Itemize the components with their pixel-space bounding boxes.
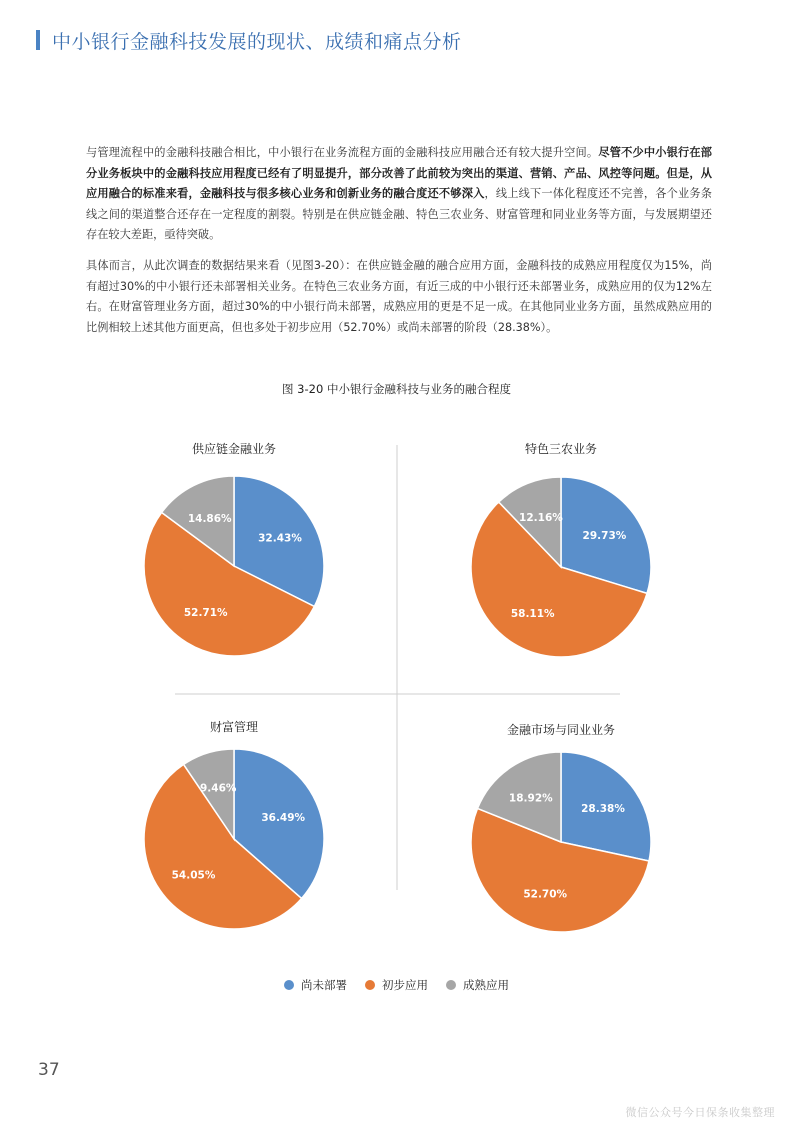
pie-data-label: 36.49% xyxy=(261,811,306,824)
pie-data-label: 12.16% xyxy=(519,511,563,524)
pie-data-label: 54.05% xyxy=(171,869,216,882)
chart-legend xyxy=(0,977,793,993)
pie-charts xyxy=(144,441,651,932)
legend-swatch-not-deployed xyxy=(284,980,294,990)
figure-caption: 图 3-20 中小银行金融科技与业务的融合程度 xyxy=(282,382,511,396)
paragraph-1-text-c: ，线上线下一体化程度还不完善，各个业务条线之间的渠道整合还存在一定程度的割裂。特别是在供应链金融、特色三农业务、财富管理和同业业务等方面，与发展期望还存在较大差距，亟待突破。 xyxy=(86,187,712,241)
legend-item xyxy=(365,977,428,993)
pie-title: 供应链金融业务 xyxy=(191,442,277,456)
pie-data-label: 29.73% xyxy=(582,529,627,542)
page-number: 37 xyxy=(38,1060,60,1080)
paragraph-2: 具体而言，从此次调查的数据结果来看（见图3-20）：在供应链金融的融合应用方面，金融科技的成熟应用程度仅为15%，尚有超过30%的中小银行还未部署相关业务。在特色三农业务方面，有近三成的中小银行还未部署业务，成熟应用的仅为12%左右。在财富管理业务方面，超过30%的中小银行尚未部署，成熟应用的更是不足一成。在其他同业业务方面，虽然成熟应用的比例相较上述其他方面更高，但也多处于初步应用（52.70%）或尚未部署的阶段（28.38%）。 xyxy=(86,259,712,334)
pie-title: 金融市场与同业业务 xyxy=(506,723,616,737)
legend-label: 初步应用 xyxy=(382,978,428,992)
pie-data-label: 14.86% xyxy=(187,512,232,525)
pie-title: 特色三农业务 xyxy=(524,442,598,456)
page-title: 中小银行金融科技发展的现状、成绩和痛点分析 xyxy=(52,31,462,53)
paragraph-1-text-a: 与管理流程中的金融科技融合相比，中小银行在业务流程方面的金融科技应用融合还有较大提升空间。 xyxy=(86,146,599,159)
legend-swatch-initial xyxy=(365,980,375,990)
legend-item xyxy=(284,977,347,993)
legend-label: 尚未部署 xyxy=(301,978,347,992)
paragraph-1-bold-text: 尽管不少中小银行在部分业务板块中的金融科技应用程度已经有了明显提升，部分改善了此前较为突出的渠道、营销、产品、风控等问题。但是，从应用融合的标准来看，金融科技与很多核心业务和创新业务的融合度还不够深入 xyxy=(86,146,712,200)
watermark: 微信公众号今日保条收集整理 xyxy=(625,1106,775,1119)
pie-data-label: 18.92% xyxy=(508,792,553,805)
legend-label: 成熟应用 xyxy=(463,978,509,992)
pie-data-label: 52.70% xyxy=(523,888,568,901)
pie-data-label: 52.71% xyxy=(183,607,228,619)
pie-title: 财富管理 xyxy=(209,720,259,734)
legend-item xyxy=(446,977,509,993)
pie-data-label: 32.43% xyxy=(258,532,302,545)
pie-data-label: 58.11% xyxy=(510,608,555,620)
pie-data-label: 28.38% xyxy=(581,803,625,816)
legend-swatch-mature xyxy=(446,980,456,990)
pie-data-label: 9.46% xyxy=(199,782,237,795)
